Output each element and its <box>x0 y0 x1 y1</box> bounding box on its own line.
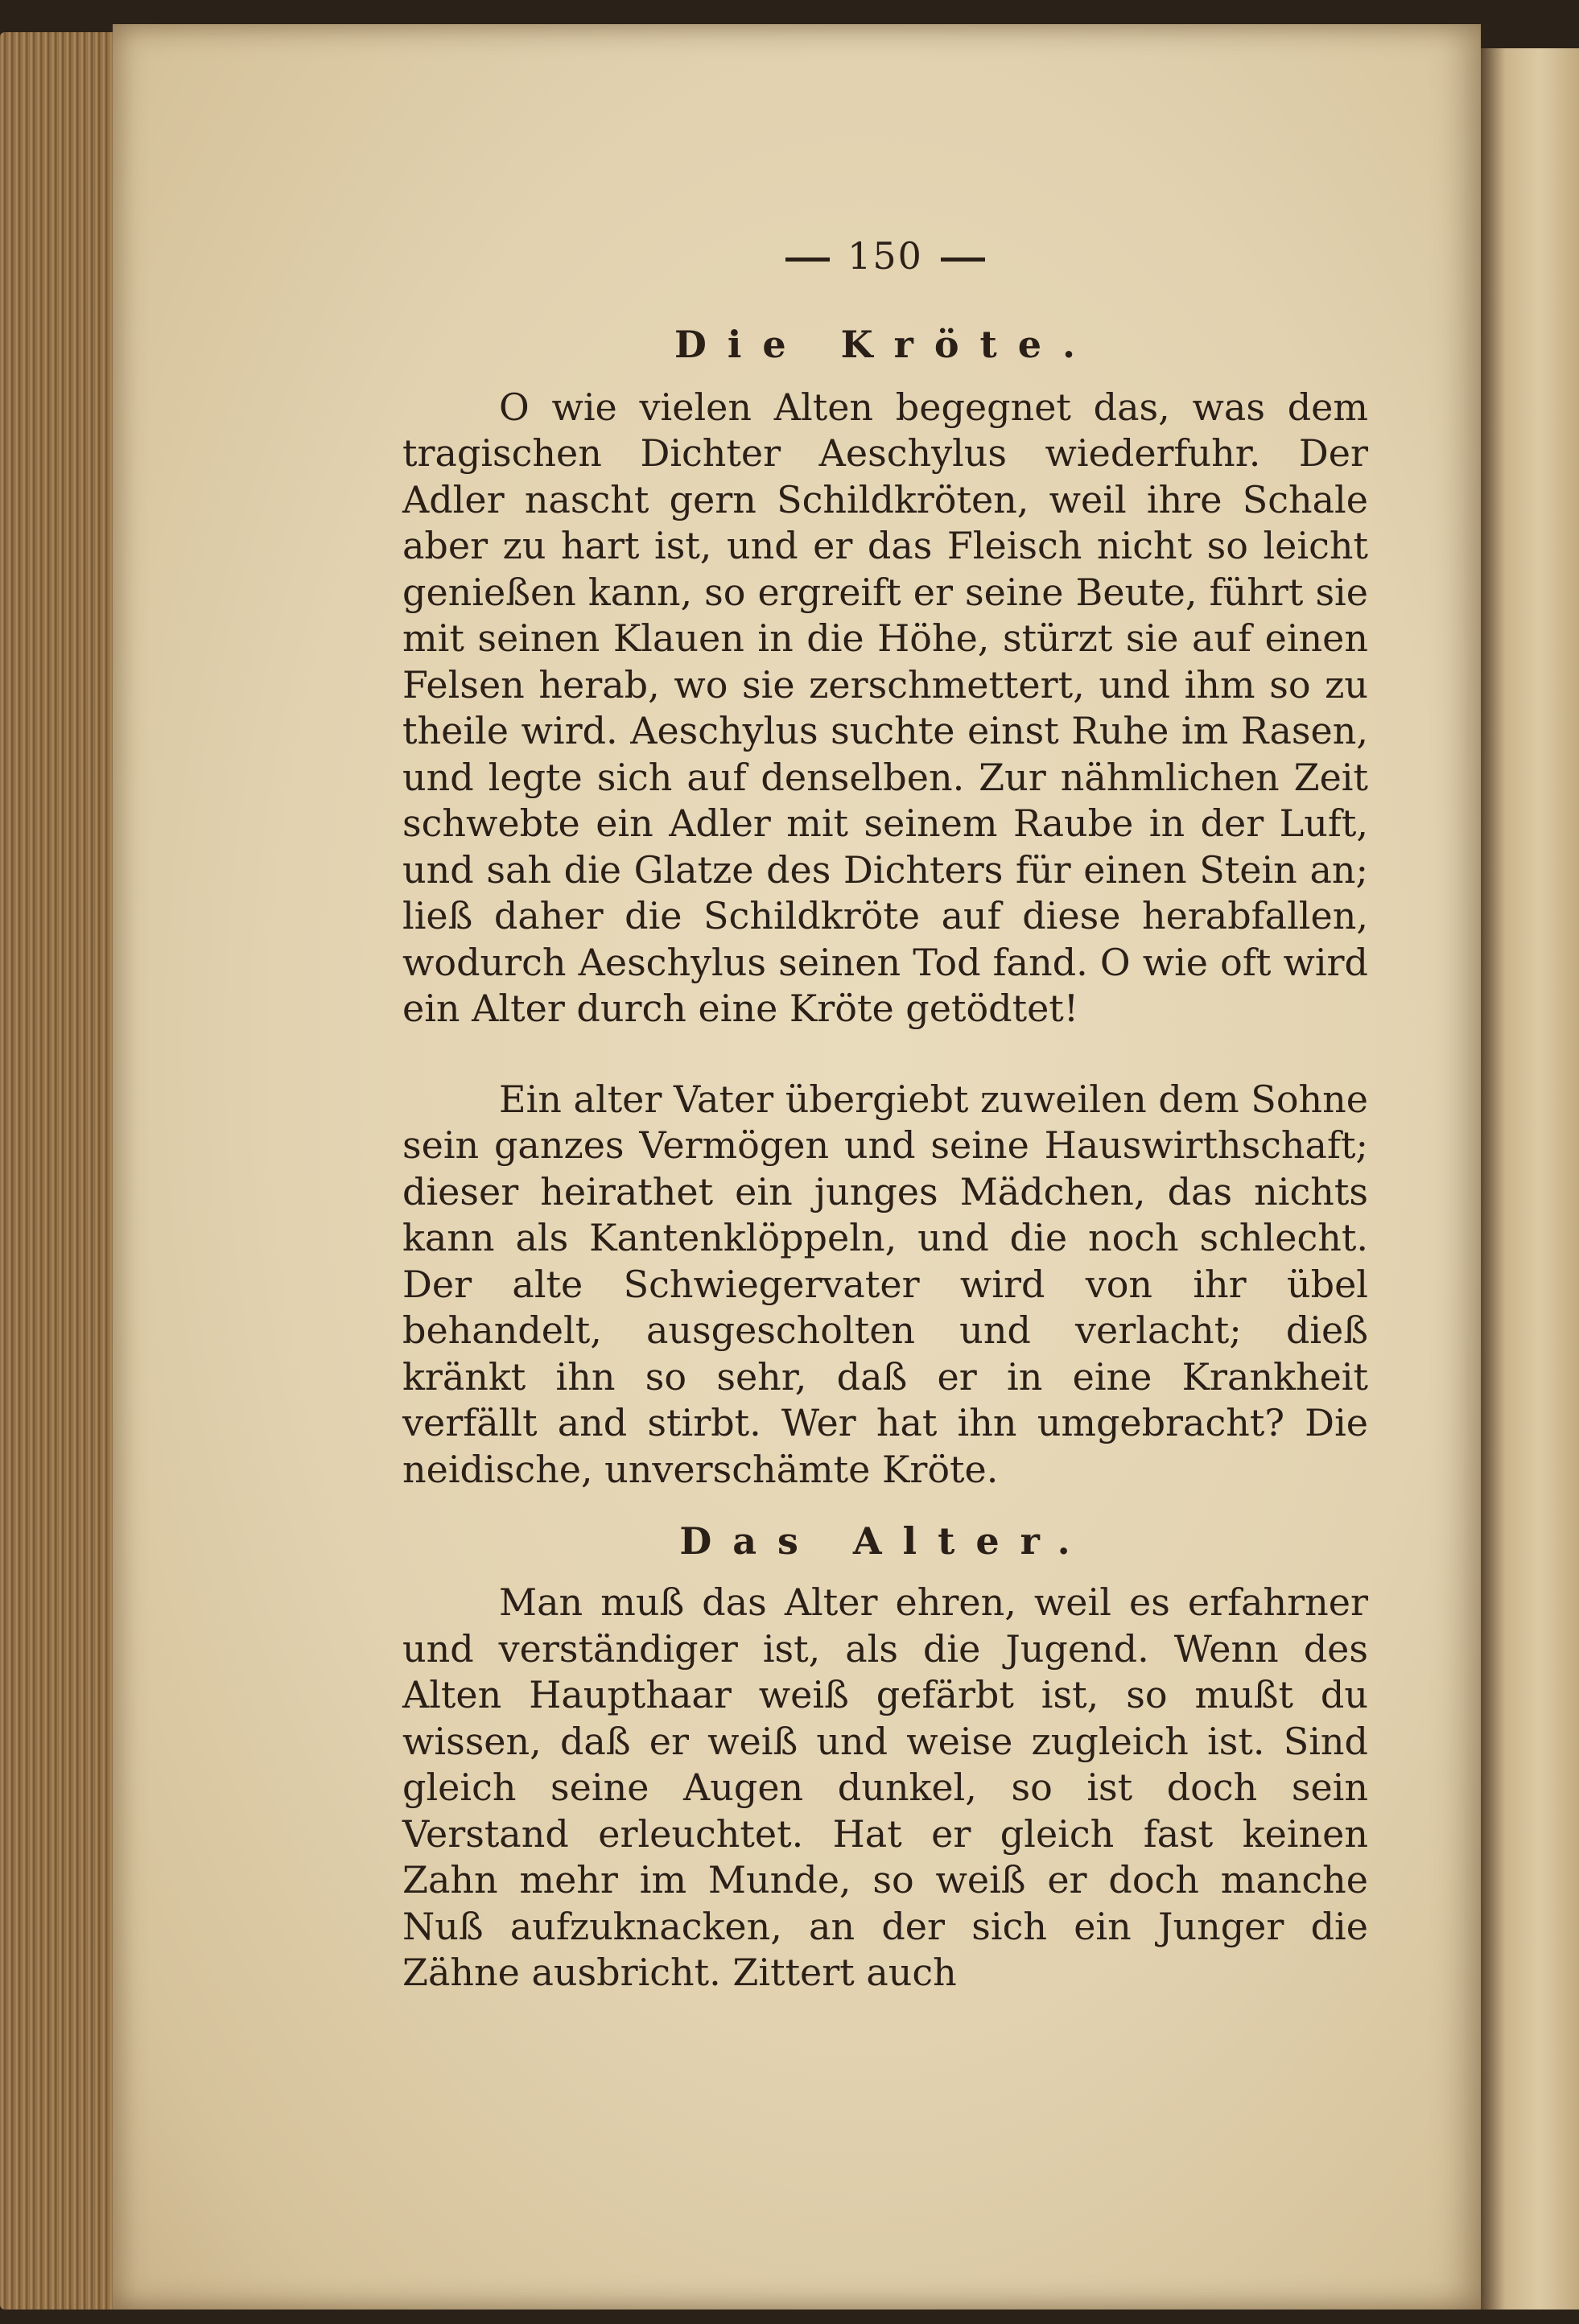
page-edges <box>0 32 121 2310</box>
paragraph-gap <box>402 1032 1368 1077</box>
dash-left <box>785 258 830 262</box>
paragraph: Man muß das Alter ehren, weil es erfahrner und verständiger ist, als die Jugend. Wenn des Alten Haupthaar weiß gefärbt ist, so mußt du wissen, daß er weiß und weise zugleich ist. Sind gleich seine Augen dunkel, so ist doch sein Verstand erleuchtet. Hat er gleich fast keinen Zahn mehr im Munde, so weiß er doch manche Nuß aufzuknacken, an der sich ein Junger die Zähne ausbricht. Zittert auch <box>402 1580 1368 1994</box>
page-number-value: 150 <box>847 234 923 278</box>
section-title: Die Kröte. <box>674 322 1097 366</box>
paragraph: O wie vielen Alten begegnet das, was dem tragischen Dichter Aeschylus wiederfuhr. Der Adler nascht gern Schildkröten, weil ihre Schale aber zu hart ist, und er das Fleisch nicht so leicht genießen kann, so ergreift er seine Beute, führt sie mit seinen Klauen in die Höhe, stürzt sie auf einen Felsen herab, wo sie zerschmettert, und ihm so zu theile wird. Aeschylus suchte einst Ruhe im Rasen, und legte sich auf denselben. Zur nähmlichen Zeit schwebte ein Adler mit seinem Raube in der Luft, und sah die Glatze des Dichters für einen Stein an; ließ daher die Schildkröte auf diese herabfallen, wodurch Aeschylus seinen Tod fand. O wie oft wird ein Alter durch eine Kröte getödtet! <box>402 385 1368 1030</box>
page-number <box>402 233 1368 280</box>
dash-right <box>941 258 985 262</box>
paragraph: Ein alter Vater übergiebt zuweilen dem Sohne sein ganzes Vermögen und seine Hauswirthschaft; dieser heirathet ein junges Mädchen, das nichts kann als Kantenklöppeln, und die noch schlecht. Der alte Schwiegervater wird von ihr übel behandelt, ausgescholten und verlacht; dieß kränkt ihn so sehr, daß er in eine Krankheit verfällt and stirbt. Wer hat ihn umgebracht? Die neidische, unverschämte Kröte. <box>402 1077 1368 1491</box>
section-title: Das Alter. <box>679 1519 1091 1563</box>
next-page-edge <box>1481 48 1579 2310</box>
page-text <box>402 233 1368 1996</box>
